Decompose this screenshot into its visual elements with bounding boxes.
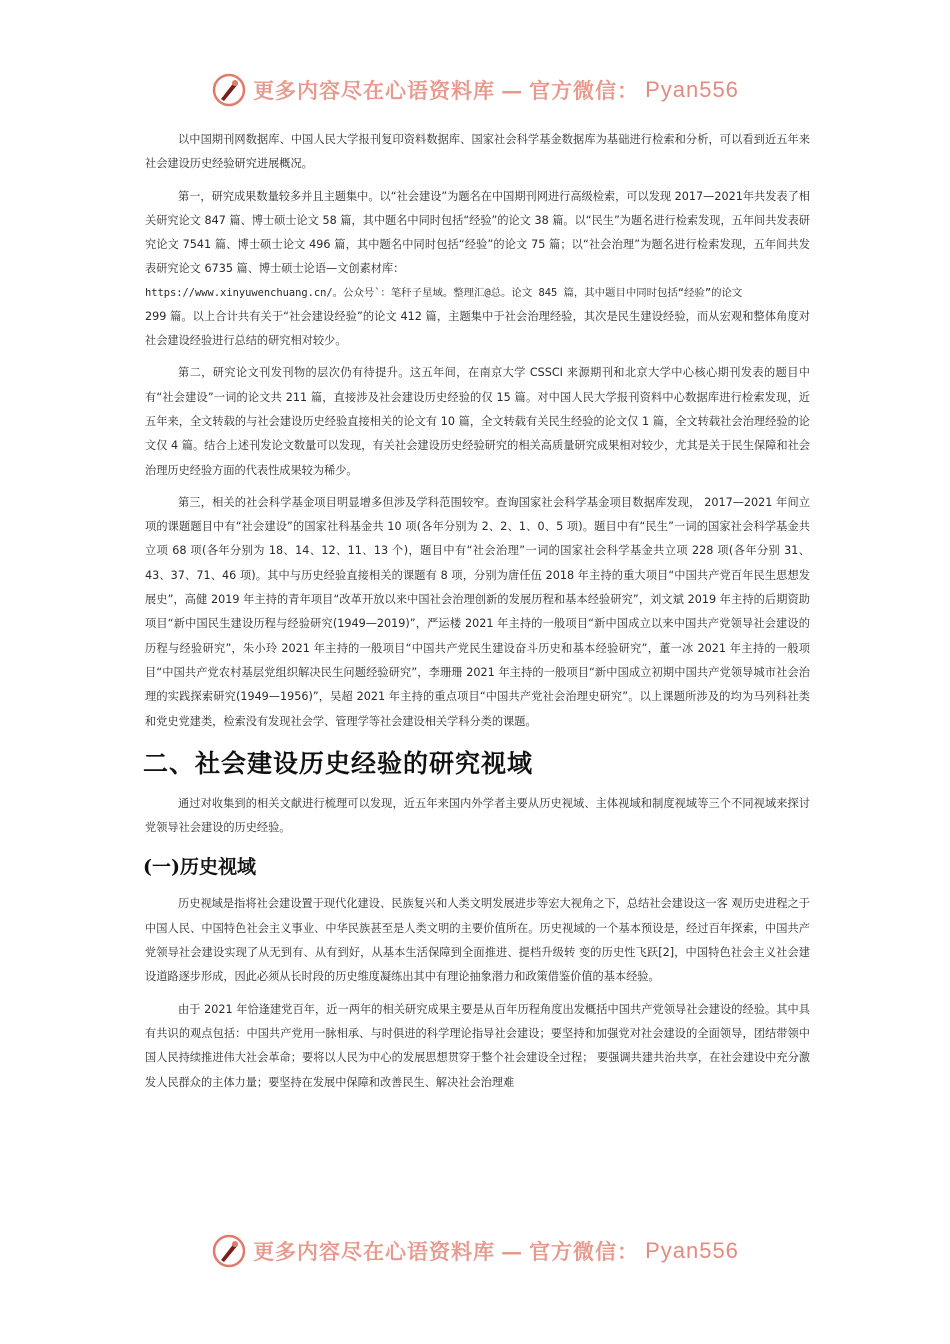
paragraph-first-continued: 299 篇。以上合计共有关于“社会建设经验”的论文 412 篇，主题集中于社会治理经验，其次是民生建设经验，而从宏观和整体角度对社会建设经验进行总结的研究相对较少。 [145, 309, 810, 348]
intro-paragraph: 以中国期刊网数据库、中国人民大学报刊复印资料数据库、国家社会科学基金数据库为基础进行检索和分析，可以看到近五年来社会建设历史经验研究进展概况。 [145, 133, 810, 171]
section-heading-research-perspectives: 二、社会建设历史经验的研究视域 [143, 748, 534, 778]
quill-logo-icon [211, 72, 247, 108]
watermark-dash: — [501, 1238, 524, 1264]
document-body [145, 128, 810, 1095]
paragraph-first-url-line: https://www.xinyuwenchuang.cn/。公众号`：笔秆子星域。整理汇@总。论文 845 篇，其中题目中同时包括“经验”的论文 [145, 286, 743, 299]
watermark-brand: 更多内容尽在心语资料库 [253, 78, 496, 103]
watermark-bottom [0, 1233, 950, 1269]
historical-paragraph-one: 历史视域是指将社会建设置于现代化建设、民族复兴和人类文明发展进步等宏大视角之下，总结社会建设这一客 观历史进程之于中国人民、中国特色社会主义事业、中华民族甚至是人类文明的主要价值所在。历史视域的一个基本预设是，经过百年探索，中国共产党领导社会建设实现了从无到有、从有到好，从基本生活保障到全面推进、提档升级转 变的历史性飞跃[2]，中国特色社会主义社会建设道路逐步形成，因此必须从长时段的历史维度凝练出其中有理论抽象潜力和政策借鉴价值的基本经验。 [145, 897, 810, 984]
watermark-wechat-label: 官方微信： [529, 1239, 640, 1264]
historical-paragraph-two: 由于 2021 年恰逢建党百年，近一两年的相关研究成果主要是从百年历程角度出发概括中国共产党领导社会建设的经验。其中具有共识的观点包括：中国共产党用一脉相承、与时俱进的科学理论指导社会建设；要坚持和加强党对社会建设的全面领导，团结带领中国人民持续推进伟大社会革命；要将以人民为中心的发展思想贯穿于整个社会建设全过程； 要强调共建共治共享，在社会建设中充分激发人民群众的主体力量；要坚持在发展中保障和改善民生、解决社会治理难 [145, 1002, 810, 1089]
watermark-handle: Pyan556 [645, 77, 739, 102]
paragraph-third: 第三，相关的社会科学基金项目明显增多但涉及学科范围较窄。查询国家社会科学基金项目数据库发现， 2017—2021 年间立项的课题题目中有“社会建设”的国家社科基金共 10 项(各年分别为 2、2、1、0、5 项)。题目中有“民生”一词的国家社会科学基金共立项 68 项(各年分别为 18、14、12、11、13 个)，题目中有“社会治理”一词的国家社会科学基金共立项 228 项(各年分别 31、43、37、71、46 项)。其中与历史经验直接相关的课题有 8 项，分别为唐任伍 2018 年主持的重大项目“中国共产党百年民生思想发展史”，高健 2019 年主持的青年项目“改革开放以来中国社会治理创新的发展历程和基本经验研究”，刘文斌 2019 年主持的后期资助项目“新中国民生建设历程与经验研究(1949—2019)”，严运楼 2021 年主持的一般项目“新中国成立以来中国共产党领导社会建设的历程与经验研究”，朱小玲 2021 年主持的一般项目“中国共产党民生建设奋斗历史和基本经验研究”，董一冰 2021 年主持的一般项目“中国共产党农村基层党组织解决民生问题经验研究”，李珊珊 2021 年主持的一般项目“新中国成立初期中国共产党领导城市社会治理的实践探索研究(1949—1956)”，吴超 2021 年主持的重点项目“中国共产党社会治理史研究”。以上课题所涉及的均为马列科社类和党史党建类，检索没有发现社会学、管理学等社会建设相关学科分类的课题。 [145, 495, 810, 728]
paragraph-second: 第二，研究论文刊发刊物的层次仍有待提升。这五年间，在南京大学 CSSCI 来源期刊和北京大学中心核心期刊发表的题目中有“社会建设”一词的论文共 211 篇，直接涉及社会建设历史经验的仅 15 篇。对中国人民大学报刊资料中心数据库进行检索发现，近五年来，全文转载的与社会建设历史经验直接相关的论文有 10 篇，全文转载有关民生经验的论文仅 1 篇，全文转载社会治理经验的论文仅 4 篇。结合上述刊发论文数量可以发现，有关社会建设历史经验研究的相关高质量研究成果相对较少，尤其是关于民生保障和社会治理历史经验方面的代表性成果较为稀少。 [145, 366, 810, 477]
subsection-heading-historical-perspective: (一)历史视域 [143, 856, 256, 879]
paragraph-first: 第一，研究成果数量较多并且主题集中。以“社会建设”为题名在中国期刊网进行高级检索，可以发现 2017—2021年共发表了相关研究论文 847 篇、博士硕士论文 58 篇，其中题名中同时包括“经验”的论文 38 篇。以“民生”为题名进行检索发现，五年间共发表研究论文 7541 篇、博士硕士论文 496 篇，其中题名中同时包括“经验”的论文 75 篇；以“社会治理”为题名进行检索发现，五年间共发表研究论文 6735 篇、博士硕士论语—文创素材库： [145, 189, 810, 276]
watermark-dash: — [501, 77, 524, 103]
section-intro-paragraph: 通过对收集到的相关文献进行梳理可以发现，近五年来国内外学者主要从历史视域、主体视域和制度视域等三个不同视域来探讨党领导社会建设的历史经验。 [145, 796, 810, 835]
watermark-top [0, 72, 950, 108]
watermark-brand: 更多内容尽在心语资料库 [253, 1239, 496, 1264]
quill-logo-icon [211, 1233, 247, 1269]
watermark-handle: Pyan556 [645, 1238, 739, 1263]
watermark-wechat-label: 官方微信： [529, 78, 640, 103]
